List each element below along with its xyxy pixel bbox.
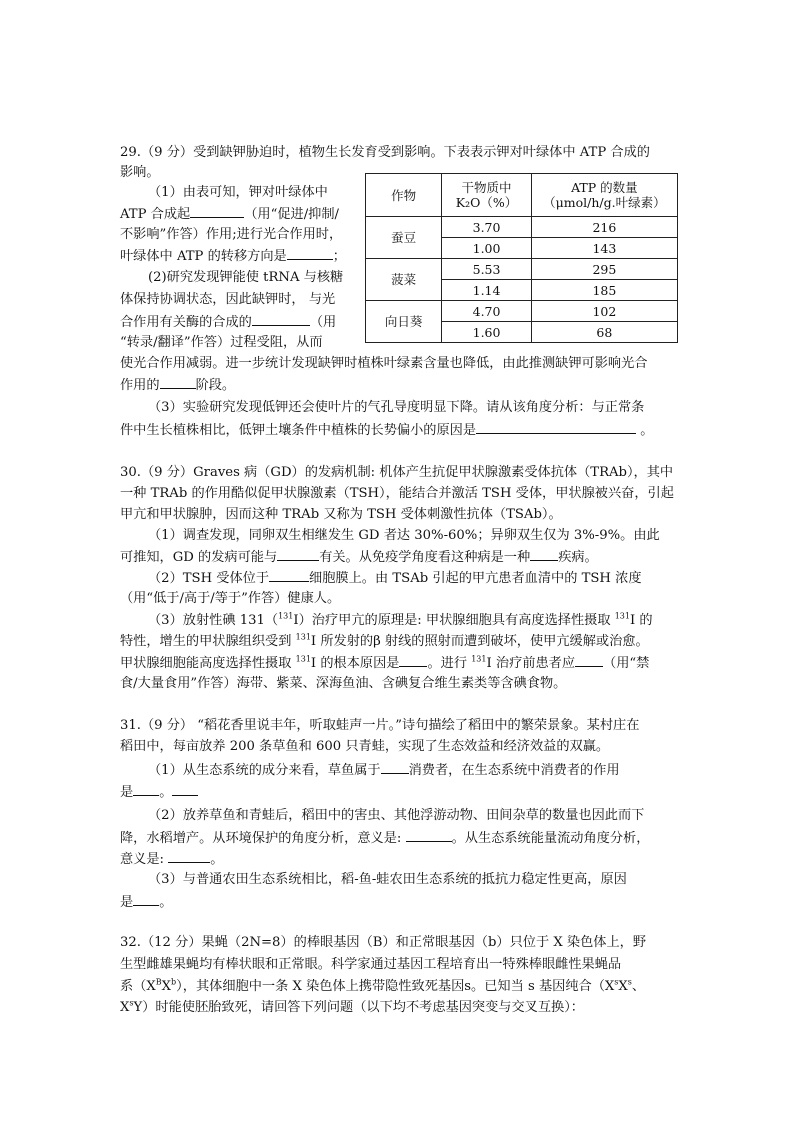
answer-blank: [252, 312, 310, 326]
q31-stem-line2: 稻田中，每亩放养 200 条草鱼和 600 只青蛙，实现了生态效益和经济效益的双赢。: [120, 739, 610, 754]
answer-blank: [168, 849, 210, 863]
q29-p1-line2: ATP 合成起 （用“促进/抑制/: [120, 204, 358, 225]
q31-p2-line3: 意义是: 。: [120, 849, 680, 870]
atp-cell: 216: [531, 217, 677, 238]
answer-blank: [399, 653, 427, 667]
atp-table: [365, 173, 678, 343]
crop-cell: 菠菜: [366, 259, 442, 301]
atp-cell: 102: [531, 301, 677, 322]
q30-p3-line3: 甲状腺细胞能高度选择性摄取 $^{131}$I 的根本原因是 。进行 $^{131}$I 治疗前患者应 （用“禁: [120, 654, 650, 671]
k2o-cell: 4.70: [442, 301, 531, 322]
q29-p1-line3: 不影响”作答）作用;进行光合作用时，: [120, 227, 343, 242]
header-atp: ATP 的数量 （μmol/h/g.叶绿素）: [531, 174, 677, 217]
q29-p2-line1: (2)研究发现钾能使 tRNA 与核糖: [148, 270, 344, 285]
q31-p2-line2: 降，水稻增产。从环境保护的角度分析，意义是: 。从生态系统能量流动角度分析，: [120, 828, 680, 849]
q30-p2-line1: （2）TSH 受体位于 细胞膜上。由 TSAb 引起的甲亢患者血清中的 TSH 浓度: [148, 568, 708, 589]
table-row: [366, 217, 678, 238]
q29-p1-line1: （1）由表可知，钾对叶绿体中: [148, 185, 328, 200]
q30-p3-line4: 食/大量食用”作答）海带、紫菜、深海鱼油、含碘复合维生素类等含碘食物。: [120, 676, 567, 691]
q32-stem-line4: $X^sY$）时能使胚胎致死，请回答下列问题（以下均不考虑基因突变与交叉互换）：: [120, 998, 584, 1015]
q31-p3-line1: （3）与普通农田生态系统相比，稻-鱼-蛙农田生态系统的抵抗力稳定性更高，原因: [148, 872, 627, 887]
table-header-row: [366, 174, 678, 217]
q29-p3-line2: 件中生长植株相比，低钾土壤条件中植株的长势偏小的原因是 。: [120, 420, 680, 441]
q30-p1-line1: （1）调查发现，同卵双生相继发生 GD 者达 30%-60%；异卵双生仅为 3%-9%。由此: [148, 528, 660, 543]
q30-p1-line2: 可推知，GD 的发病可能与 有关。从免疫学角度看这种病是一种 疾病。: [120, 547, 680, 568]
answer-blank: [287, 246, 333, 260]
k2o-cell: 5.53: [442, 259, 531, 280]
atp-cell: 68: [531, 322, 677, 343]
q29-p2-line4: “转录/翻译”作答）过程受阻，从而: [120, 335, 323, 350]
k2o-cell: 1.14: [442, 280, 531, 301]
q30-stem-line1: 30.（9 分）Graves 病（GD）的发病机制: 机体产生抗促甲状腺激素受体抗体（TRAb），其中: [120, 465, 674, 480]
q30-p3-line2: 特性，增生的甲状腺组织受到 $^{131}$I 所发射的β 射线的照射而遭到破坏，使甲亢缓解或治愈。: [120, 632, 649, 649]
k2o-cell: 1.60: [442, 322, 531, 343]
q29-p2-line3: 合作用有关酶的合成的 （用: [120, 312, 358, 333]
q32-stem-line2: 生型雌雄果蝇均有棒状眼和正常眼。科学家通过基因工程培育出一特殊棒眼雌性果蝇品: [120, 957, 622, 972]
q29-p2-line6: 作用的 阶段。: [120, 375, 680, 396]
q31-p1-line1: （1）从生态系统的成分来看，草鱼属于 消费者，在生态系统中消费者的作用: [148, 760, 708, 781]
answer-blank: [381, 760, 409, 774]
q29-p2-line5: 使光合作用减弱。进一步统计发现缺钾时植株叶绿素含量也降低，由此推测缺钾可影响光合: [120, 356, 648, 371]
crop-cell: 蚕豆: [366, 217, 442, 259]
answer-blank: [190, 204, 244, 218]
q30-stem-line3: 甲亢和甲状腺肿，因而这种 TRAb 又称为 TSH 受体刺激性抗体（TSAb）。: [120, 507, 562, 522]
q30-p3-line1: （3）放射性碘 131（$^{131}$I）治疗甲亢的原理是: 甲状腺细胞具有高度选择性摄取 $^{131}$I 的: [148, 611, 653, 628]
table-row: [366, 301, 678, 322]
q32-stem-line1: 32.（12 分）果蝇（2N=8）的棒眼基因（B）和正常眼基因（b）只位于 X 染色体上，野: [120, 935, 647, 950]
answer-blank: [160, 375, 196, 389]
q30-p2-line2: （用“低于/高于/等于”作答）健康人。: [120, 591, 341, 606]
atp-cell: 295: [531, 259, 677, 280]
q31-p1-line2: 是 。: [120, 782, 680, 803]
answer-blank: [172, 782, 198, 796]
q29-stem-line2: 影响。: [120, 165, 160, 180]
header-k2o: 干物质中 K₂O（%）: [442, 174, 531, 217]
q31-p2-line1: （2）放养草鱼和青蛙后，稻田中的害虫、其他浮游动物、田间杂草的数量也因此而下: [148, 808, 645, 823]
q31-p3-line2: 是 。: [120, 892, 680, 913]
answer-blank: [269, 568, 309, 582]
q30-stem-line2: 一种 TRAb 的作用酷似促甲状腺激素（TSH），能结合并激活 TSH 受体，甲状腺被兴奋，引起: [120, 486, 674, 501]
k2o-cell: 1.00: [442, 238, 531, 259]
answer-blank: [277, 547, 319, 561]
answer-blank: [575, 653, 603, 667]
answer-blank: [406, 828, 452, 842]
q29-p3-line1: （3）实验研究发现低钾还会使叶片的气孔导度明显下降。请从该角度分析：与正常条: [148, 400, 645, 415]
k2o-cell: 3.70: [442, 217, 531, 238]
q31-stem-line1: 31.（9 分） “稻花香里说丰年，听取蛙声一片。”诗句描绘了稻田中的繁荣景象。某村庄在: [120, 718, 640, 733]
header-crop: 作物: [366, 174, 442, 217]
answer-blank: [530, 547, 558, 561]
crop-cell: 向日葵: [366, 301, 442, 343]
answer-blank: [476, 420, 636, 434]
answer-blank: [133, 782, 159, 796]
q29-p2-line2: 体保持协调状态，因此缺钾时， 与光: [120, 292, 336, 307]
answer-blank: [133, 892, 159, 906]
table-row: [366, 259, 678, 280]
atp-cell: 185: [531, 280, 677, 301]
q32-stem-line3: 系$(X^BX^b)$，其体细胞中一条 X 染色体上携带隐性致死基因s。已知当 s 基因纯合（$X^sX^s$、: [120, 977, 646, 994]
atp-cell: 143: [531, 238, 677, 259]
q29-stem-line1: 29.（9 分）受到缺钾胁迫时，植物生长发育受到影响。下表表示钾对叶绿体中 ATP 合成的: [120, 145, 650, 160]
q29-p1-line4: 叶绿体中 ATP 的转移方向是 ；: [120, 246, 358, 267]
